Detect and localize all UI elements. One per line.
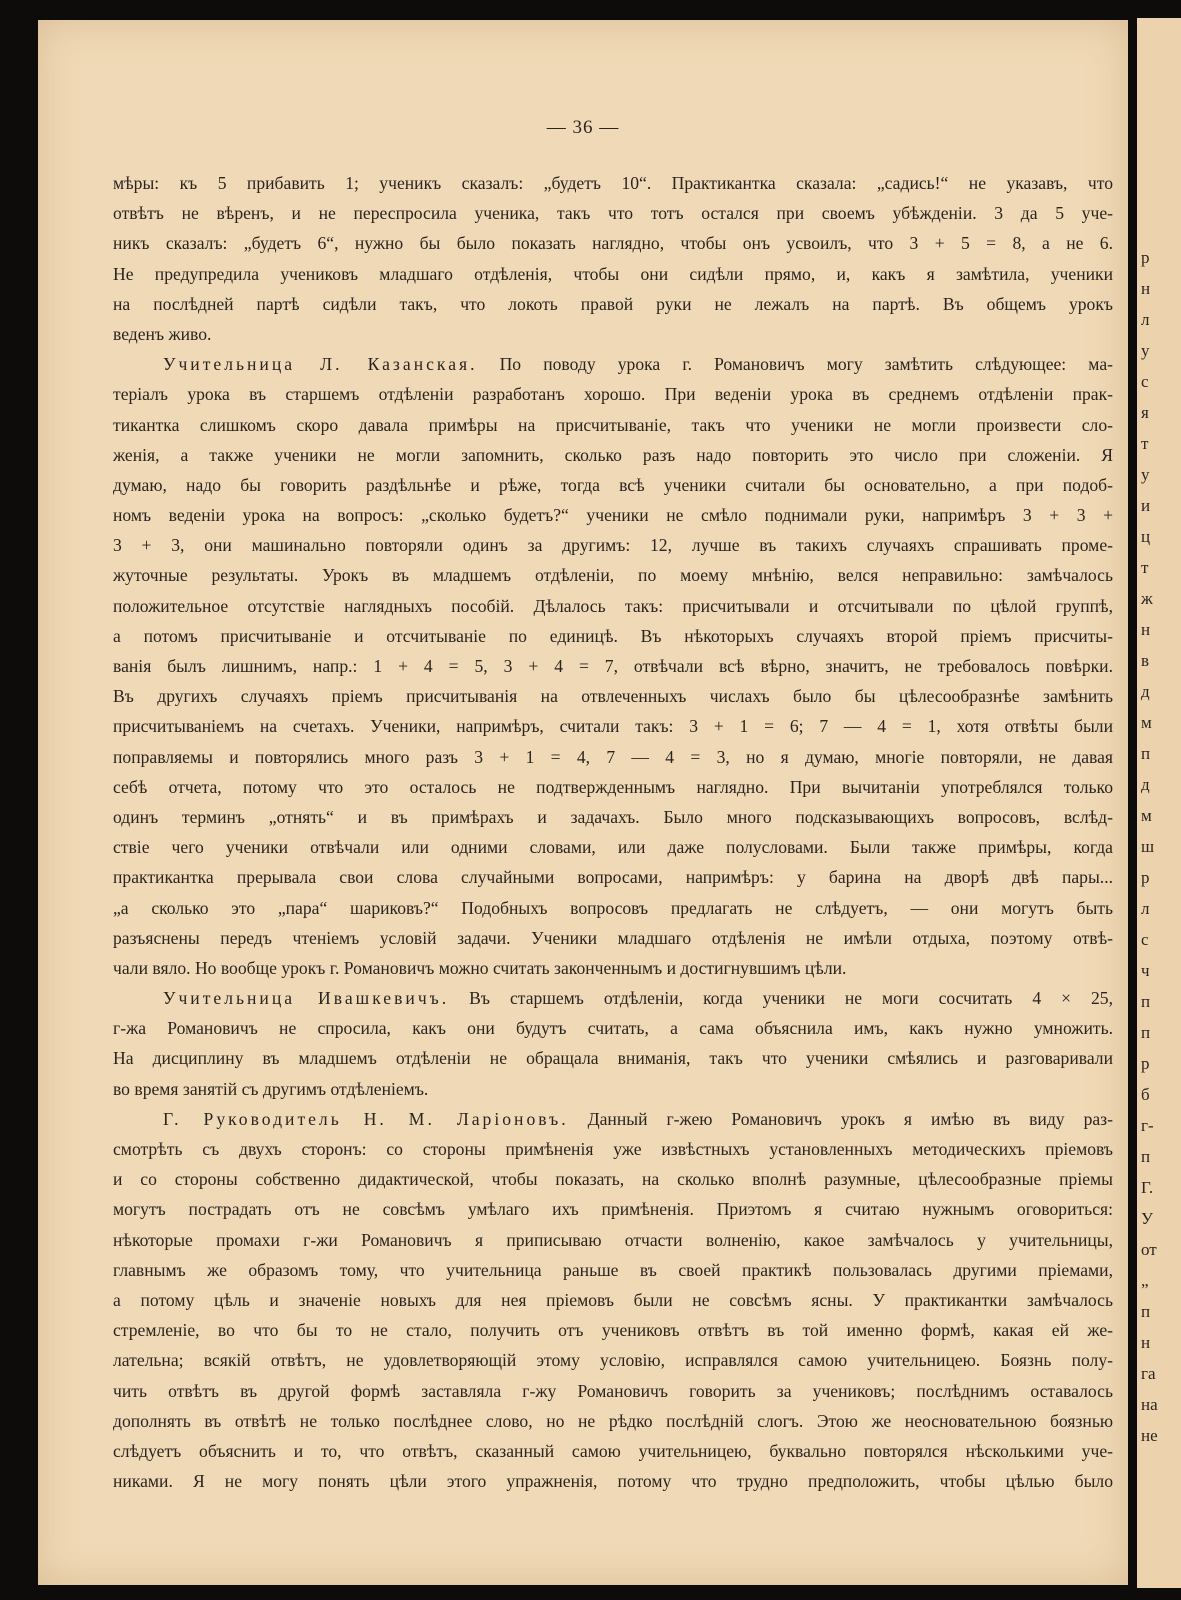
adjacent-page-fragment: д [1141,775,1150,794]
adjacent-page-fragment: п [1141,1023,1151,1042]
adjacent-page-fragment: м [1141,713,1152,732]
adjacent-page-fragment: ш [1141,837,1155,856]
text-line: жуточные результаты. Урокъ въ младшемъ отдѣленіи, по моему мнѣнію, велся неправильно: замѣчалось [113,565,1113,586]
adjacent-page-fragment: и [1141,496,1151,515]
adjacent-page-fragment: у [1141,341,1150,360]
text-line: практикантка прерывала свои слова случайными вопросами, напримѣръ: у барина на дворѣ двѣ пары... [113,867,1113,888]
adjacent-page-fragment: от [1141,1240,1157,1259]
adjacent-page-fragment: не [1141,1426,1158,1445]
text-line: никъ сказалъ: „будетъ 6“, нужно бы было показать наглядно, чтобы онъ усвоилъ, что 3 + 5 = 8, а не 6. [113,233,1113,254]
adjacent-page-fragment: р [1141,868,1150,887]
line-text: Данный г-жею Романовичъ урокъ я имѣю въ виду раз- [568,1108,1113,1129]
text-line: одинъ терминъ „отнять“ и въ примѣрахъ и задачахъ. Было много подсказывающихъ вопросовъ, вслѣд- [113,806,1113,827]
text-line: На дисциплину въ младшемъ отдѣленіи не обращала вниманія, такъ что ученики смѣялись и разговаривали [113,1048,1113,1069]
adjacent-page-fragment: л [1141,310,1150,329]
text-line: мѣры: къ 5 прибавить 1; ученикъ сказалъ: „будетъ 10“. Практикантка сказала: „садись!“ не указавъ, что [113,173,1113,193]
text-line: г-жа Романовичъ не спросила, какъ они будутъ считать, а сама объяснила имъ, какъ нужно умножить. [113,1018,1113,1039]
text-line: Не предупредила учениковъ младшаго отдѣленія, чтобы они сидѣли прямо, и, какъ я замѣтила, ученики [113,263,1113,284]
text-line: дополнять въ отвѣтѣ не только послѣднее слово, но не рѣдко послѣдній слогъ. Этою же неосновательною боязнью [113,1410,1113,1431]
text-line: а потомъ присчитываніе и отсчитываніе по единицѣ. Въ нѣкоторыхъ случаяхъ второй пріемъ присчиты- [113,625,1113,646]
adjacent-page-fragment: т [1141,558,1149,577]
adjacent-page-fragment: р [1141,248,1150,267]
text-line [113,349,1113,379]
speaker-name: Учительница Ивашкевичъ. [163,988,450,1009]
adjacent-page-fragment: ц [1141,527,1151,546]
text-line: слѣдуетъ объяснить и то, что отвѣтъ, сказанный самою учительницею, буквально повторялся нѣсколькими уче- [113,1440,1113,1461]
text-line: веденъ живо. [113,323,212,344]
line-text: Въ старшемъ отдѣленіи, когда ученики не моги сосчитать 4 × 25, [449,988,1113,1009]
line-text: По поводу урока г. Романовичъ могу замѣтить слѣдующее: ма- [477,354,1113,375]
document-page [38,20,1128,1585]
adjacent-page-fragment: п [1141,1302,1151,1321]
adjacent-page-fragment: д [1141,682,1150,701]
text-line: отвѣтъ не вѣренъ, и не переспросила ученика, такъ что тотъ остался при своемъ убѣжденіи. 3 да 5 уче- [113,203,1113,224]
text-line: никами. Я не могу понять цѣли этого упражненія, потому что трудно предположить, чтобы цѣлью было [113,1471,1113,1492]
text-line: на послѣдней партѣ сидѣли такъ, что локоть правой руки не лежалъ на партѣ. Въ общемъ урокъ [113,293,1113,314]
adjacent-page-fragment: с [1141,372,1149,391]
body-text [113,168,1113,1496]
speaker-name: Г. Руководитель Н. М. Ларіоновъ. [163,1108,569,1129]
text-line: номъ веденіи урока на вопросъ: „сколько будетъ?“ ученики не смѣло поднимали руки, напримѣръ 3 + 3 + [113,505,1113,526]
adjacent-page-fragment: Г. [1141,1178,1154,1197]
text-line: разъяснены передъ чтеніемъ условій задачи. Ученики младшаго отдѣленія не имѣли отдыха, поэтому отвѣ- [113,927,1113,948]
text-line: ствіе чего ученики отвѣчали или одними словами, или даже полусловами. Были также примѣры, когда [113,837,1113,858]
adjacent-page-fragment: н [1141,279,1151,298]
text-line: тикантка слишкомъ скоро давала примѣры на присчитываніе, такъ что ученики не могли произвести сло- [113,414,1113,435]
adjacent-page-edge [1137,18,1181,1588]
adjacent-page-fragment: б [1141,1085,1150,1104]
adjacent-page-fragment: с [1141,930,1149,949]
text-line: нѣкоторые промахи г-жи Романовичъ я приписываю отчасти волненію, какое замѣчалось у учительницы, [113,1229,1113,1250]
text-line: себѣ отчета, потому что это осталось не подтвержденнымъ наглядно. При вычитаніи употреблялся только [113,776,1113,797]
text-line: могутъ пострадать отъ не совсѣмъ умѣлаго ихъ примѣненія. Приэтомъ я считаю нужнымъ оговориться: [113,1199,1113,1220]
adjacent-page-fragment: я [1141,403,1149,422]
text-line: теріалъ урока въ старшемъ отдѣленіи разработанъ хорошо. При веденіи урока въ среднемъ отдѣленіи прак- [113,384,1113,405]
adjacent-page-fragment: га [1141,1364,1156,1383]
adjacent-page-fragment: п [1141,992,1151,1011]
adjacent-page-fragment: т [1141,434,1149,453]
text-line: чить отвѣтъ въ другой формѣ заставляла г-жу Романовичъ говорить за учениковъ; послѣднимъ оставалось [113,1380,1113,1401]
adjacent-page-fragment: н [1141,620,1151,639]
text-line: присчитываніемъ на счетахъ. Ученики, напримѣръ, считали такъ: 3 + 1 = 6; 7 — 4 = 1, хотя отвѣты были [113,716,1113,737]
text-line: а потому цѣль и значеніе новыхъ для нея пріемовъ были не совсѣмъ ясны. У практикантки замѣчалось [113,1289,1113,1310]
adjacent-page-fragment: на [1141,1395,1158,1414]
text-line: лательна; всякій отвѣтъ, не удовлетворяющій этому условію, исправлялся самою учительницею. Боязнь полу- [113,1350,1113,1371]
adjacent-page-fragment: в [1141,651,1150,670]
text-line [113,983,1113,1013]
adjacent-page-fragment: „ [1141,1271,1149,1290]
adjacent-page-fragment: у [1141,465,1150,484]
adjacent-page-fragment: л [1141,899,1150,918]
text-line: Въ другихъ случаяхъ пріемъ присчитыванія на отвлеченныхъ числахъ было бы цѣлесообразнѣе замѣнить [113,686,1113,707]
speaker-name: Учительница Л. Казанская. [163,354,478,375]
adjacent-page-fragment: м [1141,806,1152,825]
text-line: „а сколько это „пара“ шариковъ?“ Подобныхъ вопросовъ предлагать не слѣдуетъ, — они могутъ быть [113,897,1113,918]
text-line: чали вяло. Но вообще урокъ г. Романовичъ можно считать законченнымъ и достигнувшимъ цѣли. [113,957,847,978]
text-line: во время занятій съ другимъ отдѣленіемъ. [113,1078,429,1099]
text-line: положительное отсутствіе наглядныхъ пособій. Дѣлалось такъ: присчитывали и отсчитывали по цѣлой группѣ, [113,595,1113,616]
text-line: смотрѣть съ двухъ сторонъ: со стороны примѣненія уже извѣстныхъ установленныхъ методическихъ пріемовъ [113,1139,1113,1159]
adjacent-page-fragment: г- [1141,1116,1154,1135]
text-line: и со стороны собственно дидактической, чтобы показать, на сколько вполнѣ разумные, цѣлесообразные пріемы [113,1169,1113,1190]
text-line: думаю, надо бы говорить раздѣльнѣе и рѣже, тогда всѣ ученики считали бы основательно, а при подоб- [113,474,1113,495]
adjacent-page-fragment: р [1141,1054,1150,1073]
text-line: стремленіе, во что бы то не стало, получить отъ учениковъ отвѣтъ въ той именно формѣ, какая ей же- [113,1320,1113,1341]
adjacent-page-fragment: У [1141,1209,1154,1228]
text-line [113,1104,1113,1134]
text-line: ванія былъ лишнимъ, напр.: 1 + 4 = 5, 3 + 4 = 7, отвѣчали всѣ вѣрно, значитъ, не требовалось повѣрки. [113,656,1113,676]
text-line: главнымъ же образомъ тому, что учительница раньше въ своей практикѣ пользовалась другими пріемами, [113,1259,1113,1280]
adjacent-page-fragment: п [1141,744,1151,763]
page-number: — 36 — [546,117,620,138]
text-line: поправляемы и повторялись много разъ 3 + 1 = 4, 7 — 4 = 3, но я думаю, многіе повторяли, не давая [113,746,1113,767]
adjacent-page-fragment: ч [1141,961,1150,980]
adjacent-page-fragment: п [1141,1147,1151,1166]
text-line: женія, а также ученики не могли запомнить, сколько разъ надо повторить это число при сложеніи. Я [113,444,1113,465]
adjacent-page-fragment: н [1141,1333,1151,1352]
adjacent-page-fragment: ж [1141,589,1153,608]
text-line: 3 + 3, они машинально повторяли одинъ за другимъ: 12, лучше въ такихъ случаяхъ спрашивать проме- [113,535,1113,556]
